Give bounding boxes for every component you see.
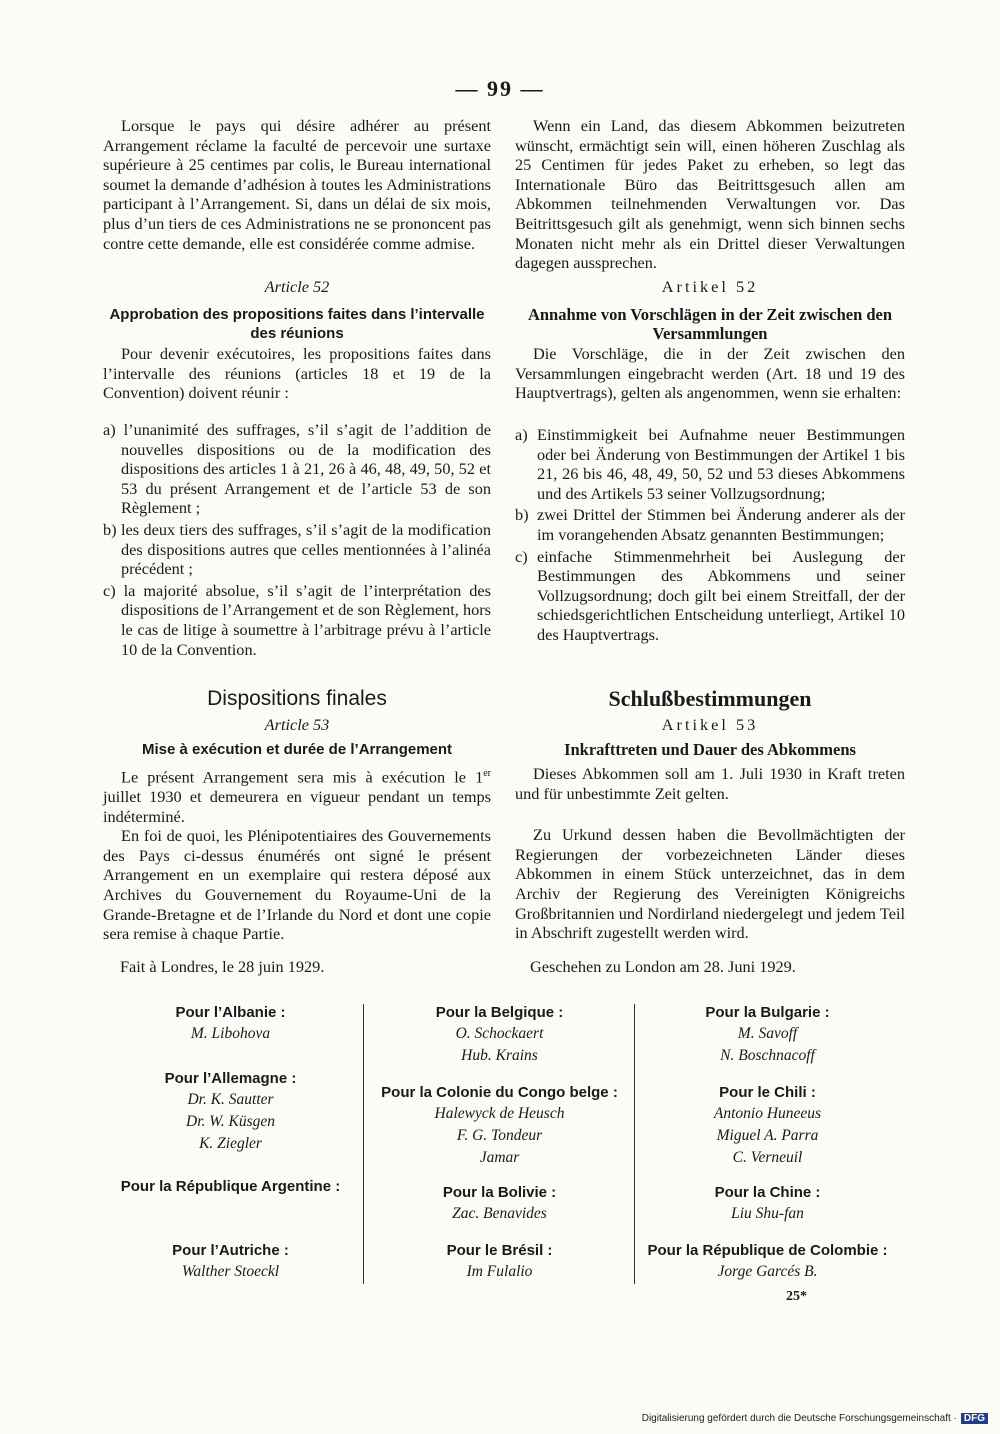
country-label: Pour la Belgique :	[435, 1004, 564, 1021]
signature-belgian-congo	[372, 1082, 627, 1169]
signatory-name: M. Savoff	[737, 1025, 798, 1042]
country-label: Pour le Chili :	[719, 1084, 816, 1101]
country-label: Pour la Bolivie :	[442, 1184, 557, 1201]
signatory-name: C. Verneuil	[732, 1149, 803, 1166]
footer-credit	[642, 1413, 988, 1424]
french-article-52-heading: Approbation des propositions faites dans l’intervalle des réunions	[109, 306, 485, 342]
country-label: Pour la Chine :	[714, 1184, 821, 1201]
signatory-name: Antonio Huneeus	[713, 1105, 822, 1122]
german-final-provisions-heading: Schlußbestimmungen	[608, 686, 812, 711]
signatory-name: Im Fulalio	[466, 1263, 533, 1280]
sheet-signature-mark: 25*	[786, 1289, 807, 1304]
german-item-a: a) Einstimmigkeit bei Aufnahme neuer Bestimmungen oder bei Änderung von Bestimmungen der Artikel 1 bis 21, 26 bis 46, 48, 49, 50, 52 und 53 dieses Abkommens und des Artikels 53 seiner Vollzugsordnung;	[515, 425, 905, 503]
signature-brazil	[372, 1240, 627, 1283]
german-article-53-heading: Inkrafttreten und Dauer des Abkommens	[564, 740, 856, 759]
signatory-name: Jorge Garcés B.	[717, 1263, 818, 1280]
french-article-52-paragraph: Pour devenir exécutoires, les propositions faites dans l’intervalle des réunions (articles 18 et 19 de la Convention) doivent réunir :	[103, 344, 491, 403]
signatory-name: Liu Shu-fan	[731, 1205, 804, 1222]
country-label: Pour le Brésil :	[446, 1242, 553, 1259]
german-article-52-paragraph: Die Vorschläge, die in der Zeit zwischen den Versammlungen eingebracht werden (Art. 18 und 19 des Hauptvertrags), gelten als angenommen, wenn sie erhalten:	[515, 344, 905, 403]
country-label: Pour la Colonie du Congo belge :	[381, 1084, 618, 1101]
page-number: — 99 —	[455, 76, 545, 101]
signatory-name: Hub. Krains	[461, 1047, 538, 1064]
french-intro-paragraph: Lorsque le pays qui désire adhérer au présent Arrangement réclame la faculté de percevoir une surtaxe supérieure à 25 centimes par colis, le Bureau international soumet la demande d’adhésion à toutes les Administrations participant à l’Arrangement. Si, dans un délai de six mois, plus d’un tiers de ces Administrations ne se prononcent pas contre cette demande, elle est considérée comme admise.	[103, 116, 491, 253]
french-article-53-paragraph-1: Le présent Arrangement sera mis à exécution le 1er juillet 1930 et demeurera en vigueur pendant un temps indéterminé.	[103, 767, 491, 826]
german-intro-paragraph: Wenn ein Land, das diesem Abkommen beizutreten wünscht, ermächtigt sein will, einen höheren Zuschlag als 25 Centimen für jedes Paket zu erheben, so legt das Internationale Büro das Beitrittsgesuch allen am Abkommen teilnehmenden Verwaltungen vor. Das Beitrittsgesuch gilt als genehmigt, wenn sich binnen sechs Monaten nicht mehr als ein Drittel dieser Verwaltungen dagegen aussprechen.	[515, 116, 905, 273]
signature-albania	[103, 1002, 358, 1045]
german-article-53-paragraph-2: Zu Urkund dessen haben die Bevollmächtigten der Regierungen der vorbezeichneten Länder dieses Abkommen in einem Stück unterzeichnet, das in dem Archiv der Regierung des Vereinigten Königreichs Großbritannien und Nordirland niedergelegt und jedem Teil in Abschrift zugestellt werden wird.	[515, 825, 905, 943]
signature-chile	[640, 1082, 895, 1169]
signatory-name: Miguel A. Parra	[716, 1127, 819, 1144]
signatory-name: Zac. Benavides	[452, 1205, 547, 1222]
french-article-53-paragraph-2: En foi de quoi, les Plénipotentiaires des Gouvernements des Pays ci-dessus énumérés ont signé le présent Arrangement en un exemplaire qui restera déposé aux Archives du Gouvernement du Royaume-Uni de la Grande-Bretagne et de l’Irlande du Nord et dont une copie sera remise à chaque Partie.	[103, 826, 491, 944]
signature-germany	[103, 1068, 358, 1155]
german-dated: Geschehen zu London am 28. Juni 1929.	[530, 957, 796, 976]
french-dated: Fait à Londres, le 28 juin 1929.	[120, 957, 325, 976]
signature-china	[640, 1182, 895, 1225]
signatory-name: F. G. Tondeur	[456, 1127, 543, 1144]
french-article-53-heading: Mise à exécution et durée de l’Arrangement	[141, 741, 453, 758]
german-article-52-label: Artikel 52	[661, 277, 759, 296]
signatory-name: Dr. K. Sautter	[187, 1091, 274, 1108]
french-item-b: b) les deux tiers des suffrages, s’il s’agit de la modification des dispositions autres que celles mentionnées à l’alinéa précédent ;	[103, 519, 491, 579]
signature-bolivia	[372, 1182, 627, 1225]
footer-text: Digitalisierung gefördert durch die Deutsche Forschungsgemeinschaft ·	[641, 1413, 957, 1424]
country-label: Pour la République de Colombie :	[647, 1242, 888, 1259]
signature-divider-right	[634, 1004, 635, 1284]
french-article-53-text	[103, 764, 491, 944]
french-list	[103, 420, 491, 659]
german-article-53-paragraph-1: Dieses Abkommen soll am 1. Juli 1930 in Kraft treten und für unbestimmte Zeit gelten.	[515, 764, 905, 803]
signatory-name: M. Libohova	[190, 1025, 271, 1042]
signature-divider-left	[363, 1004, 364, 1284]
german-item-b: b) zwei Drittel der Stimmen bei Änderung anderer als der im vorangehenden Absatz genannten Bestimmungen;	[515, 505, 905, 544]
signature-bulgaria	[640, 1002, 895, 1067]
country-label: Pour la Bulgarie :	[705, 1004, 830, 1021]
signatory-name: Jamar	[479, 1149, 520, 1166]
signature-argentina	[103, 1176, 358, 1197]
country-label: Pour l’Autriche :	[172, 1242, 289, 1259]
german-list	[515, 425, 905, 645]
german-article-53-text	[515, 764, 905, 943]
signatory-name: O. Schockaert	[455, 1025, 544, 1042]
french-final-provisions-heading: Dispositions finales	[207, 687, 387, 710]
country-label: Pour la République Argentine :	[120, 1178, 341, 1195]
french-article-52-intro	[103, 344, 491, 403]
german-article-53-label: Artikel 53	[661, 715, 759, 734]
country-label: Pour l’Allemagne :	[164, 1070, 297, 1087]
german-article-52-heading: Annahme von Vorschlägen in der Zeit zwischen den Versammlungen	[527, 305, 893, 343]
dfg-logo: DFG	[961, 1413, 988, 1424]
french-article-53-label: Article 53	[264, 715, 330, 734]
signature-austria	[103, 1240, 358, 1283]
german-intro-block	[515, 116, 905, 273]
french-item-c: c) la majorité absolue, s’il s’agit de l’interprétation des dispositions de l’Arrangement et de son Règlement, hors le cas de litige à soumettre à l’arbitrage prévu à l’article 10 de la Convention.	[103, 580, 491, 659]
french-article-52-label: Article 52	[264, 277, 330, 296]
german-item-c: c) einfache Stimmenmehrheit bei Auslegung der Bestimmungen des Abkommens und seiner Vollzugsordnung; doch gilt bei einem Streitfall, der der schiedsgerichtlichen Entscheidung unterliegt, Artikel 10 des Hauptvertrags.	[515, 546, 905, 644]
french-item-a: a) l’unanimité des suffrages, s’il s’agit de l’addition de nouvelles dispositions ou de la modification des dispositions des articles 1 à 21, 26 à 46, 48, 49, 50, 52 et 53 du présent Arrangement et de l’article 53 de son Règlement ;	[103, 420, 491, 518]
signatory-name: Dr. W. Küsgen	[186, 1113, 275, 1130]
signatory-name: Halewyck de Heusch	[434, 1105, 565, 1122]
country-label: Pour l’Albanie :	[175, 1004, 286, 1021]
signatory-name: N. Boschnacoff	[720, 1047, 815, 1064]
signature-belgium	[372, 1002, 627, 1067]
french-intro-block	[103, 116, 491, 253]
signatory-name: Walther Stoeckl	[181, 1263, 280, 1280]
german-article-52-intro	[515, 344, 905, 403]
signatory-name: K. Ziegler	[199, 1135, 262, 1152]
signature-colombia	[640, 1240, 895, 1283]
